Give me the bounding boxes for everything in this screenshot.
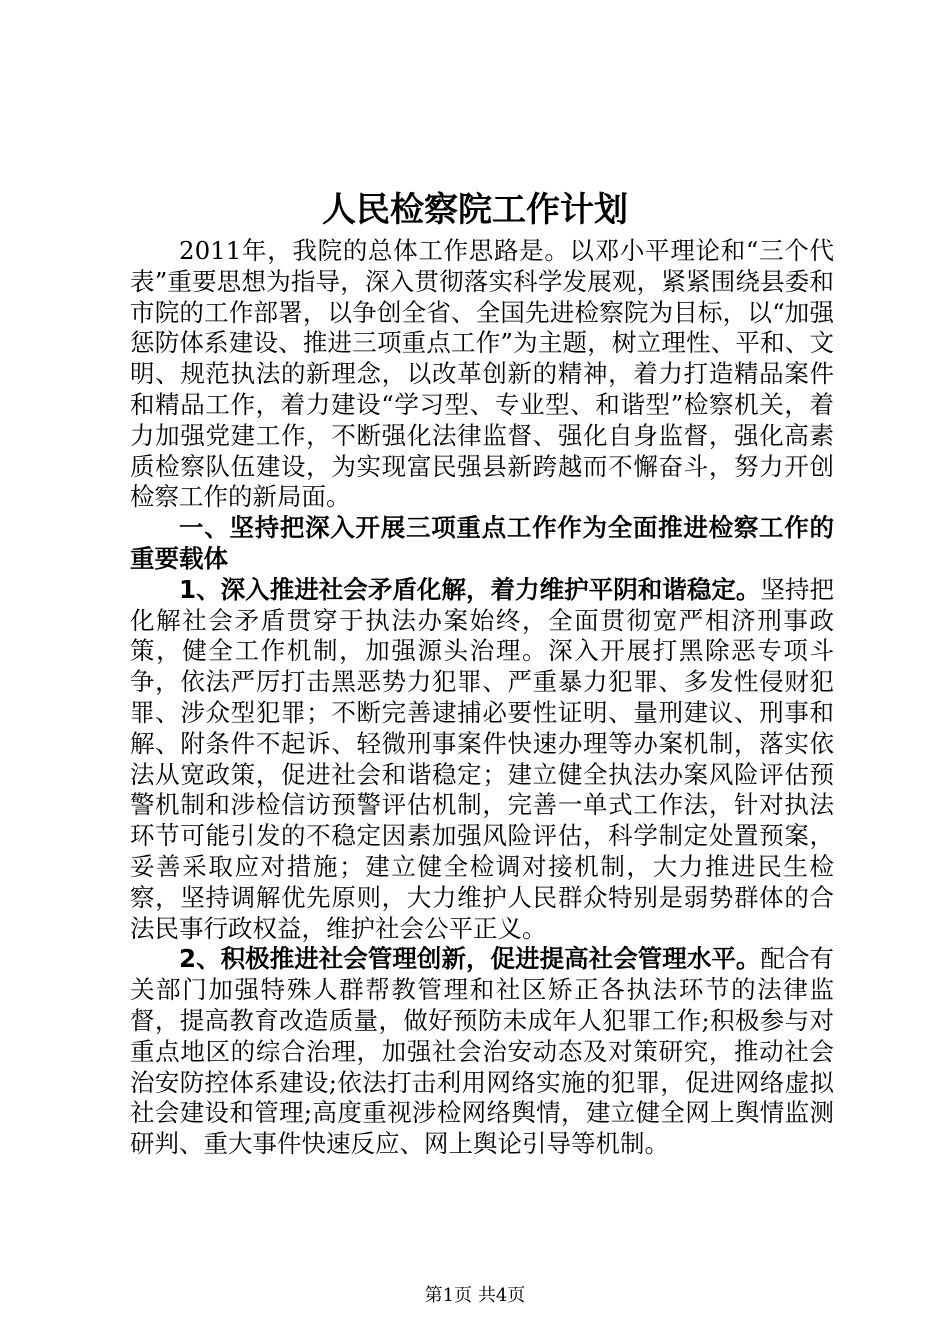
page-footer: 第1页 共4页 [424,1285,526,1306]
intro-paragraph: 2011年，我院的总体工作思路是。以邓小平理论和“三个代表”重要思想为指导，深入贯彻落实科学发展观，紧紧围绕县委和市院的工作部署，以争创全省、全国先进检察院为目标，以“加强惩防体系建设、推进三项重点工作”为主题，树立理性、平和、文明、规范执法的新理念，以改革创新的精神，着力打造精品案件和精品工作，着力建设“学习型、专业型、和谐型”检察机关，着力加强党建工作，不断强化法律监督、强化自身监督，强化高素质检察队伍建设，为实现富民强县新跨越而不懈奋斗，努力开创检察工作的新局面。 [130,236,834,512]
item-2-text: 配合有关部门加强特殊人群帮教管理和社区矫正各执法环节的法律监督，提高教育改造质量，做好预防未成年人犯罪工作;积极参与对重点地区的综合治理，加强社会治安动态及对策研究，推动社会治安防控体系建设;依法打击利用网络实施的犯罪，促进网络虚拟社会建设和管理;高度重视涉检网络舆情，建立健全网上舆情监测研判、重大事件快速反应、网上舆论引导等机制。 [130,944,835,1159]
item-2-paragraph [130,944,834,1160]
item-1-lead: 1、深入推进社会矛盾化解，着力维护平阴和谐稳定。 [179,574,761,604]
item-1-paragraph [130,575,834,945]
document-body [130,236,834,1160]
document-title: 人民检察院工作计划 [322,190,628,230]
item-2-lead: 2、积极推进社会管理创新，促进提高社会管理水平。 [179,944,761,974]
item-1-text: 坚持把化解社会矛盾贯穿于执法办案始终，全面贯彻宽严相济刑事政策，健全工作机制，加强源头治理。深入开展打黑除恶专项斗争，依法严厉打击黑恶势力犯罪、严重暴力犯罪、多发性侵财犯罪、涉众型犯罪；不断完善逮捕必要性证明、量刑建议、刑事和解、附条件不起诉、轻微刑事案件快速办理等办案机制，落实依法从宽政策，促进社会和谐稳定；建立健全执法办案风险评估预警机制和涉检信访预警评估机制，完善一单式工作法，针对执法环节可能引发的不稳定因素加强风险评估，科学制定处置预案，妥善采取应对措施；建立健全检调对接机制，大力推进民生检察，坚持调解优先原则，大力维护人民群众特别是弱势群体的合法民事行政权益，维护社会公平正义。 [130,574,835,943]
section-heading-1: 一、坚持把深入开展三项重点工作作为全面推进检察工作的重要载体 [130,513,834,573]
